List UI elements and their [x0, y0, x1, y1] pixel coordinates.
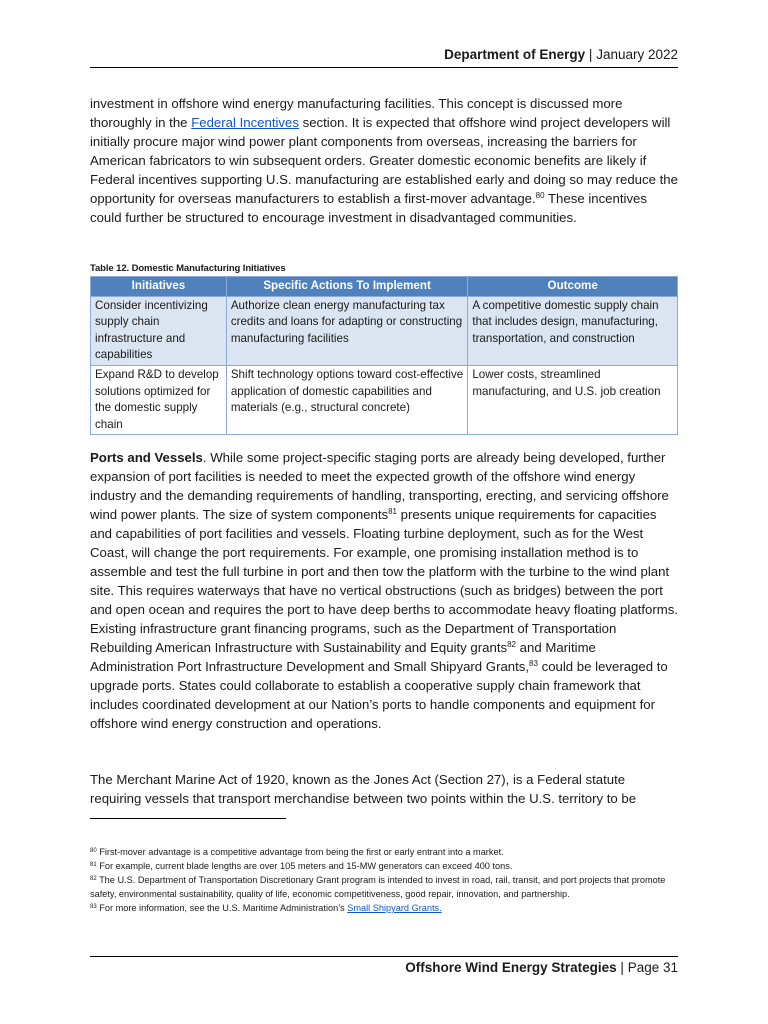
column-header-initiatives: Initiatives	[91, 277, 227, 297]
footnote-text: For more information, see the U.S. Maritime Administration’s	[96, 903, 348, 913]
header-org: Department of Energy	[444, 47, 586, 62]
footer-title: Offshore Wind Energy Strategies	[405, 960, 617, 975]
footer-rule	[90, 956, 678, 957]
footnote-ref-80: 80	[535, 191, 545, 200]
page-header	[90, 46, 678, 64]
table-header-row	[91, 277, 678, 297]
footnote-82	[90, 873, 680, 901]
paragraph-text: . While some project-specific staging ports are already being developed, further expansion of port facilities is needed to meet the expected growth of the offshore wind energy industry and the demanding requirements of handling, transporting, erecting, and servicing offshore wind power plants. The size of system components	[90, 450, 669, 522]
table-cell: Lower costs, streamlined manufacturing, and U.S. job creation	[468, 365, 678, 434]
federal-incentives-link[interactable]: Federal Incentives	[191, 115, 299, 130]
footnote-separator	[90, 818, 286, 819]
header-separator: |	[588, 47, 593, 62]
footnote-number: 83	[90, 904, 97, 910]
footnote-text: For example, current blade lengths are over 105 meters and 15-MW generators can exceed 400 tons.	[96, 861, 513, 871]
paragraph-text: investment in offshore wind energy manufacturing facilities. This concept is discussed more thoroughly in the	[90, 96, 623, 130]
footnote-80	[90, 845, 680, 859]
header-date: January 2022	[596, 47, 678, 62]
footnote-ref-82: 82	[507, 640, 516, 649]
paragraph-jones-act: The Merchant Marine Act of 1920, known as the Jones Act (Section 27), is a Federal statute requiring vessels that transport merchandise between two points within the U.S. territory to be	[90, 772, 637, 806]
column-header-actions: Specific Actions To Implement	[226, 277, 468, 297]
footnote-ref-81: 81	[388, 507, 397, 516]
page-footer	[90, 959, 678, 977]
header-rule	[90, 67, 678, 68]
paragraph-text: and Maritime Administration Port Infrastructure Development and Small Shipyard Grants,	[90, 640, 596, 674]
footnote-number: 80	[90, 848, 97, 854]
table-cell: A competitive domestic supply chain that includes design, manufacturing, transportation, and construction	[468, 296, 678, 365]
column-header-outcome: Outcome	[468, 277, 678, 297]
table-cell: Expand R&D to develop solutions optimized for the domestic supply chain	[91, 365, 227, 434]
table-cell: Authorize clean energy manufacturing tax credits and loans for adapting or constructing manufacturing facilities	[226, 296, 468, 365]
footnote-83	[90, 901, 680, 915]
paragraph-text: section. It is expected that offshore wind project developers will initially procure major wind power plant components from overseas, increasing the barriers for American fabricators to win subsequent orders. Greater domestic economic benefits are likely if Federal incentives supporting U.S. manufacturing are established early and doing so may reduce the opportunity for overseas manufacturers to establish a first-mover advantage.	[90, 115, 678, 206]
paragraph-text: could be leveraged to upgrade ports. States could collaborate to establish a cooperative supply chain framework that includes coordinated development at our Nation’s ports to handle components and equipment for offshore wind energy construction and operations.	[90, 659, 668, 731]
footnote-text: The U.S. Department of Transportation Discretionary Grant program is intended to invest in road, rail, transit, and port projects that promote safety, environmental sustainability, quality of life, economic competitiveness, good repair, innovation, and partnership.	[90, 875, 666, 899]
table-cell: Shift technology options toward cost-effective application of domestic capabilities and materials (e.g., structural concrete)	[226, 365, 468, 434]
small-shipyard-grants-link[interactable]: Small Shipyard Grants.	[347, 903, 442, 913]
footnote-81	[90, 859, 680, 873]
table-row	[91, 365, 678, 434]
footnotes	[90, 845, 680, 915]
section-lead-ports-vessels: Ports and Vessels	[90, 450, 203, 465]
manufacturing-initiatives-table	[90, 276, 678, 435]
footnote-number: 81	[90, 862, 97, 868]
table-caption: Table 12. Domestic Manufacturing Initiatives	[90, 263, 286, 274]
footnote-ref-83: 83	[529, 659, 538, 668]
footer-separator: |	[620, 960, 624, 975]
table-cell: Consider incentivizing supply chain infrastructure and capabilities	[91, 296, 227, 365]
paragraph-intro	[90, 94, 680, 227]
paragraph-text: These incentives could further be structured to encourage investment in disadvantaged communities.	[90, 191, 647, 225]
table-row	[91, 296, 678, 365]
paragraph-text: presents unique requirements for capacities and capabilities of port facilities and vessels. Floating turbine deployment, such as for the West Coast, will change the port requirements. For example, one promising installation method is to assemble and test the full turbine in port and then tow the platform with the turbine to the wind plant site. This requires waterways that have no vertical obstructions (such as bridges) between the port and open ocean and requires the port to have deep berths to accommodate heavy floating platforms. Existing infrastructure grant financing programs, such as the Department of Transportation Rebuilding American Infrastructure with Sustainability and Equity grants	[90, 507, 678, 655]
footer-page-number: Page 31	[627, 960, 678, 975]
footnote-number: 82	[90, 876, 97, 882]
footnote-text: First-mover advantage is a competitive advantage from being the first or early entrant into a market.	[96, 847, 504, 857]
paragraph-ports-vessels	[90, 448, 680, 733]
